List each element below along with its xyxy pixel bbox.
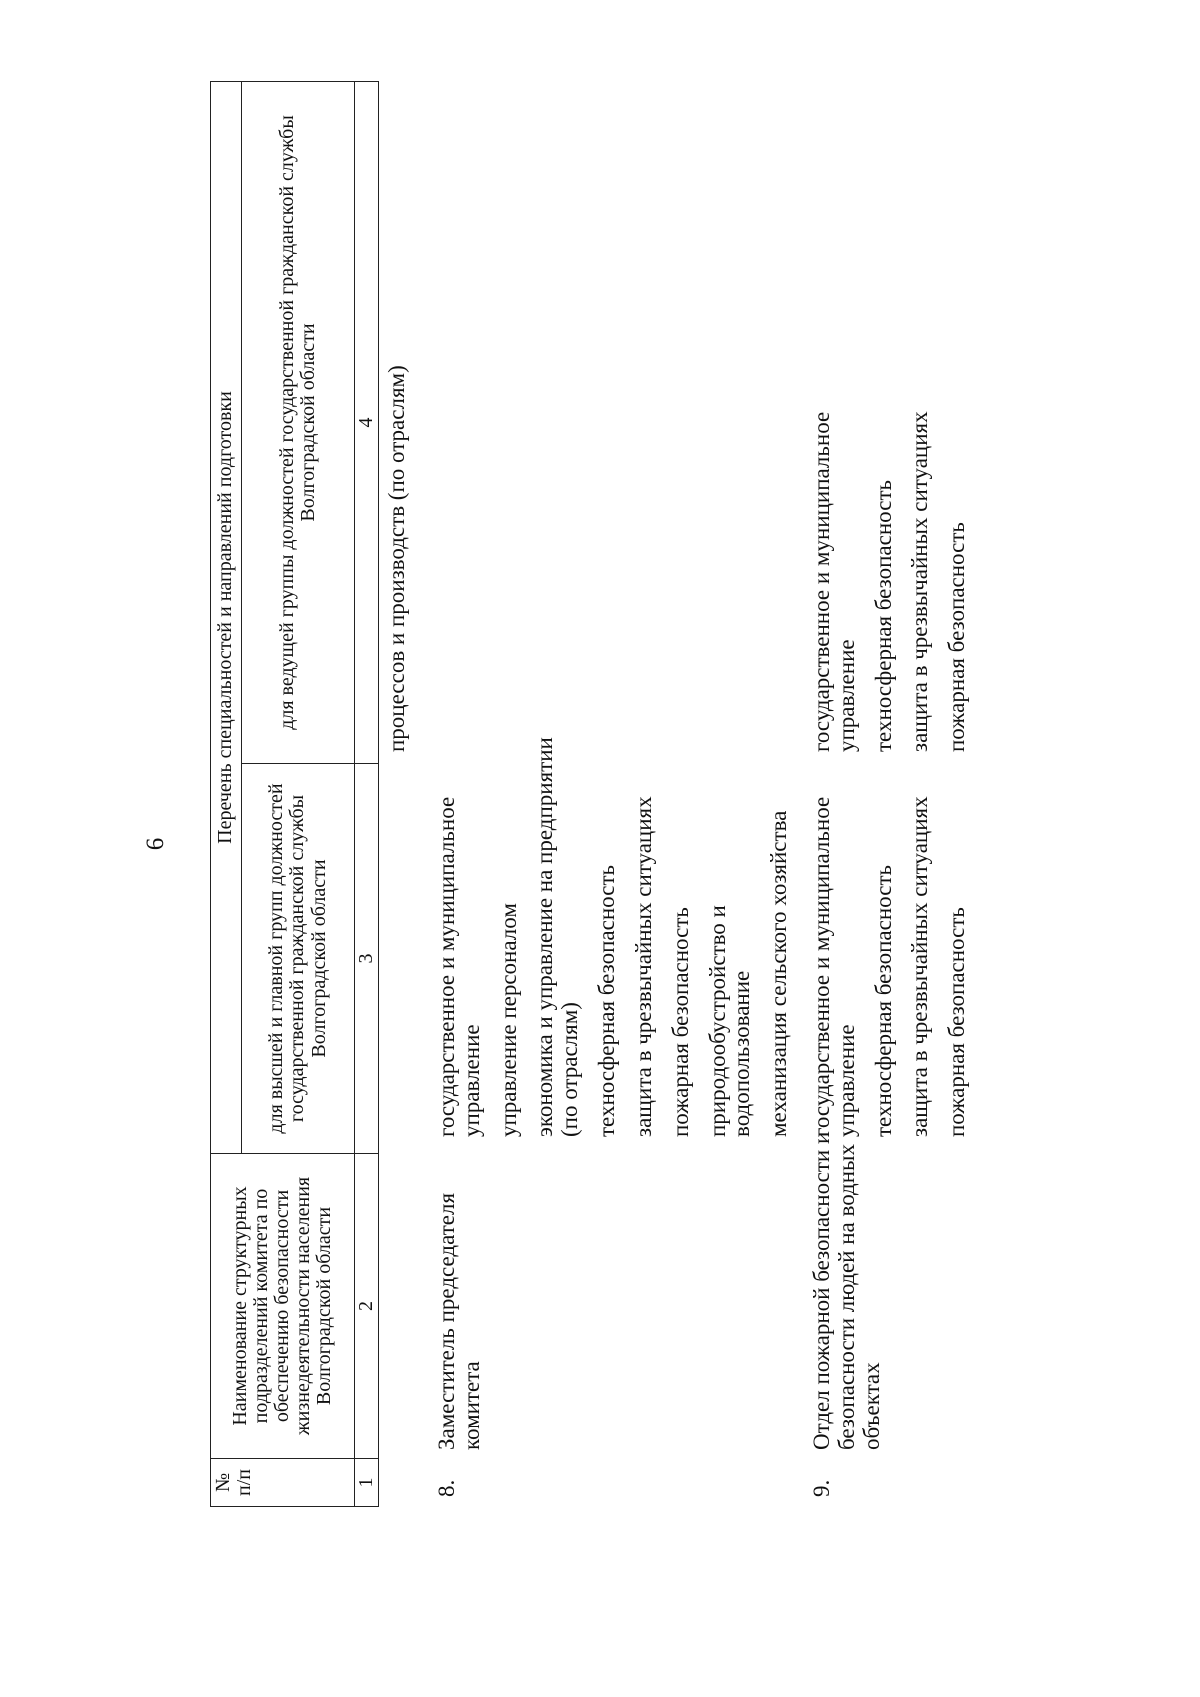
specialty-item: государственное и муниципальное управление: [434, 796, 484, 1137]
specialty-item: техносферная безопасность: [594, 865, 620, 1137]
header-index-3: 3: [355, 764, 379, 1154]
row-number: 8.: [434, 1479, 459, 1497]
specialty-item: пожарная безопасность: [944, 522, 970, 752]
header-col-leading-group: для ведущей группы должностей государственной гражданской службы Волгоградской области: [242, 82, 355, 764]
header-index-1: 1: [355, 1459, 379, 1507]
specialty-item: экономика и управление на предприятии (по отраслям): [532, 737, 583, 1137]
unit-name: Отдел пожарной безопасности и безопасности людей на водных объектах: [809, 1131, 884, 1450]
row-number: 9.: [809, 1479, 834, 1497]
leading-group-specialties: [810, 352, 982, 752]
specialty-item: защита в чрезвычайных ситуациях: [630, 796, 656, 1137]
header-index-2: 2: [355, 1154, 379, 1459]
specialty-item: механизация сельского хозяйства: [766, 810, 792, 1137]
specialty-item: управление персоналом: [495, 903, 521, 1137]
unit-name: Заместитель председателя комитета: [434, 1192, 484, 1450]
specialty-item: техносферная безопасность: [870, 865, 896, 1137]
specialty-item: природообустройство и водопользование: [704, 905, 755, 1137]
specialty-item: пожарная безопасность: [667, 907, 693, 1137]
specialty-item: государственное и муниципальное управление: [809, 411, 859, 752]
specialty-item: защита в чрезвычайных ситуациях: [907, 411, 933, 752]
specialty-item: защита в чрезвычайных ситуациях: [907, 796, 933, 1137]
header-col-unit-name: Наименование структурных подразделений комитета по обеспечению безопасности жизнедеятельности населения Волгоградской области: [211, 1154, 355, 1459]
page-number: 6: [142, 837, 169, 851]
header-col-number: № п/п: [211, 1459, 355, 1507]
continuation-text: процессов и производств (по отраслям): [384, 365, 409, 752]
highest-group-specialties: [810, 737, 982, 1137]
header-col-specialties: Перечень специальностей и направлений подготовки: [211, 82, 242, 1154]
specialty-item: государственное и муниципальное управление: [809, 796, 859, 1137]
specialty-item: пожарная безопасность: [944, 907, 970, 1137]
header-index-4: 4: [355, 82, 379, 764]
highest-group-specialties: [435, 737, 804, 1137]
header-col-highest-group: для высшей и главной групп должностей государственной гражданской службы Волгоградской области: [242, 764, 355, 1154]
header-table: [210, 81, 379, 1507]
specialty-item: техносферная безопасность: [870, 480, 896, 752]
